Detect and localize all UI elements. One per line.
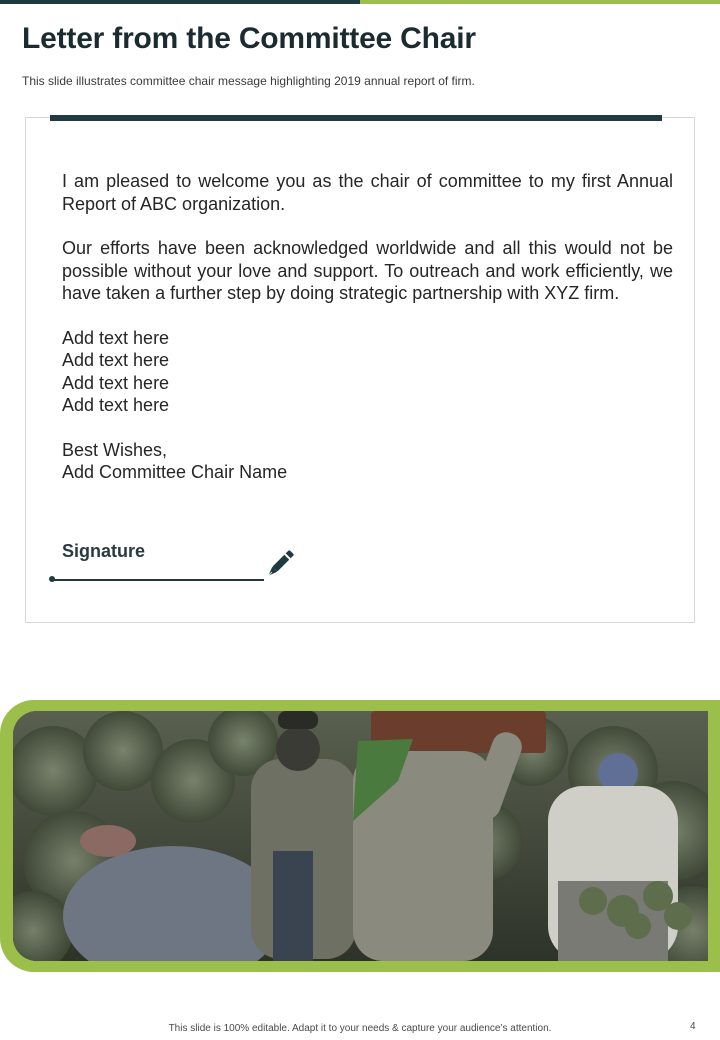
- top-bar-dark: [0, 0, 360, 4]
- letter-body: [62, 170, 673, 506]
- top-bar-green: [360, 0, 720, 4]
- add-text-line: Add text here: [62, 372, 170, 393]
- signature-line: [52, 579, 264, 581]
- page-title: Letter from the Committee Chair: [22, 22, 476, 55]
- closing-block: [62, 439, 673, 484]
- card-accent-bar: [50, 115, 662, 121]
- closing-text: Best Wishes,: [62, 439, 168, 460]
- page-number: 4: [690, 1021, 696, 1032]
- signature-label: Signature: [62, 541, 146, 561]
- pen-icon: [260, 546, 298, 584]
- add-text-line: Add text here: [62, 350, 170, 370]
- chair-name: Add Committee Chair Name: [62, 462, 288, 482]
- letter-card: [25, 117, 695, 623]
- add-text-line: Add text here: [62, 327, 170, 348]
- page-subtitle: This slide illustrates committee chair message highlighting 2019 annual report of firm.: [22, 74, 475, 88]
- letter-paragraph-1: I am pleased to welcome you as the chair of committee to my first Annual Report of ABC organization.: [62, 171, 673, 214]
- footer-note: This slide is 100% editable. Adapt it to your needs & capture your audience’s attention.: [168, 1023, 552, 1034]
- vineyard-workers-photo: [13, 711, 708, 961]
- add-text-line: Add text here: [62, 395, 170, 415]
- letter-paragraph-2: Our efforts have been acknowledged worldwide and all this would not be possible without your love and support. To outreach and work efficiently, we have taken a further step by doing strategic partnership with XYZ firm.: [62, 238, 673, 303]
- add-text-block: [62, 327, 673, 417]
